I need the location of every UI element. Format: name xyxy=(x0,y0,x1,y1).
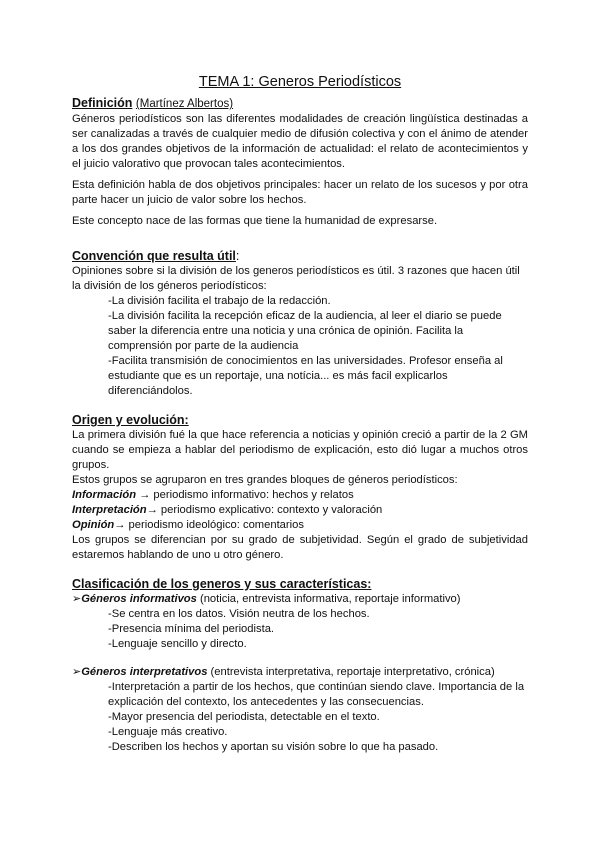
list-item: -Se centra en los datos. Visión neutra de los hechos. xyxy=(108,608,370,620)
genero-detail: (entrevista interpretativa, reportaje interpretativo, crónica) xyxy=(207,666,495,678)
bloque-text: periodismo informativo: hechos y relatos xyxy=(150,489,354,501)
definicion-paragraph: Esta definición habla de dos objetivos principales: hacer un relato de los sucesos y por otra parte hacer un juicio de valor sobre los hechos. xyxy=(72,179,528,206)
genero-term: Géneros informativos xyxy=(81,593,197,605)
arrow-glyph: → xyxy=(146,504,158,516)
list-item: -Mayor presencia del periodista, detectable en el texto. xyxy=(108,711,380,723)
convencion-intro: Opiniones sobre si la división de los generos periodísticos es útil. 3 razones que hacen útil la división de los géneros periodísticos: xyxy=(72,265,520,292)
origen-heading-text: Origen y evolución: xyxy=(72,413,189,427)
bloque-term: Información xyxy=(72,489,137,501)
bloque-term: Opinión xyxy=(72,519,115,531)
list-item: -La división facilita el trabajo de la redacción. xyxy=(108,295,331,307)
convencion-heading-text: Convención que resulta útil xyxy=(72,249,236,263)
arrow-glyph: → xyxy=(114,519,126,531)
arrowhead-bullet-icon: ➢ xyxy=(72,593,82,605)
bloque-text: periodismo ideológico: comentarios xyxy=(125,519,304,531)
bloque-item xyxy=(72,488,528,503)
bloque-item xyxy=(72,503,528,518)
definicion-paragraph: Géneros periodísticos son las diferentes modalidades de creación lingüística destinadas a ser canalizadas a través de cualquier medio de difusión colectiva y con el ánimo de atender a los dos grandes objetivos de la información de actualidad: el relato de acontecimientos y el juicio valorativo que provocan tales acontecimientos. xyxy=(72,113,528,170)
list-item: -La división facilita la recepción eficaz de la audiencia, al leer el diario se puede saber la diferencia entre una noticia y una crónica de opinión. Facilita la comprensión por parte de la audiencia xyxy=(108,310,502,352)
clasificacion-heading-text: Clasificación de los generos y sus características: xyxy=(72,577,372,591)
definicion-paragraph: Este concepto nace de las formas que tiene la humanidad de expresarse. xyxy=(72,215,438,227)
clasificacion-heading xyxy=(72,576,528,592)
list-item: -Facilita transmisión de conocimientos en las universidades. Profesor enseña al estudiante que es un reportaje, una notícia... es más facil explicarlos diferenciándolos. xyxy=(108,355,503,397)
genero-header xyxy=(72,592,528,607)
list-item: -Describen los hechos y aportan su visión sobre lo que ha pasado. xyxy=(108,741,439,753)
list-item: -Interpretación a partir de los hechos, que continúan siendo clave. Importancia de la explicación del contexto, los antecedentes y las consecuencias. xyxy=(108,681,525,708)
list-item: -Lenguaje más creativo. xyxy=(108,726,228,738)
origen-paragraph: La primera división fué la que hace referencia a noticias y opinión creció a partir de la 2 GM cuando se empieza a hablar del periodismo de explicación, esto dió lugar a muchos otros grupos. xyxy=(72,429,528,471)
origen-paragraph: Estos grupos se agruparon en tres grandes bloques de géneros periodísticos: xyxy=(72,474,458,486)
definicion-author: (Martínez Albertos) xyxy=(135,98,234,110)
origen-paragraph: Los grupos se diferencian por su grado de subjetividad. Según el grado de subjetividad estaremos hablando de uno u otro género. xyxy=(72,534,528,561)
origen-heading xyxy=(72,412,528,428)
definicion-heading-text: Definición xyxy=(72,96,133,110)
document-page xyxy=(72,73,528,755)
definicion-heading xyxy=(72,95,528,112)
bloque-term: Interpretación xyxy=(72,504,147,516)
list-item: -Presencia mínima del periodista. xyxy=(108,623,275,635)
genero-header xyxy=(72,665,528,680)
list-item: -Lenguaje sencillo y directo. xyxy=(108,638,247,650)
genero-term: Géneros interpretativos xyxy=(81,666,208,678)
convencion-heading xyxy=(72,248,528,264)
genero-detail: (noticia, entrevista informativa, reportaje informativo) xyxy=(196,593,461,605)
bloque-text: periodismo explicativo: contexto y valoración xyxy=(157,504,383,516)
bloque-item xyxy=(72,518,528,533)
arrowhead-bullet-icon: ➢ xyxy=(72,666,82,678)
page-title: TEMA 1: Generos Periodísticos xyxy=(198,74,402,90)
arrow-glyph: → xyxy=(139,489,151,501)
convencion-heading-colon: : xyxy=(235,249,240,263)
